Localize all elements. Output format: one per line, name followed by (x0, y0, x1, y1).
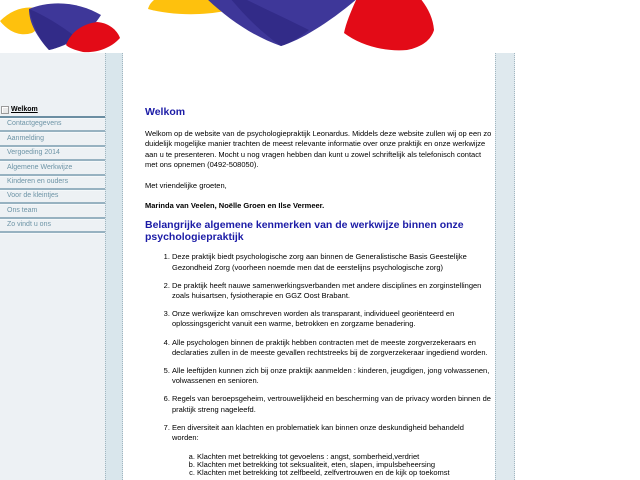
sidebar-menu-item-label: Kinderen en ouders (7, 177, 69, 185)
sidebar-menu-item-label: Contactgegevens (7, 120, 62, 128)
sidebar-menu-item[interactable] (0, 162, 105, 176)
sidebar-menu-item-label: Zo vindt u ons (7, 221, 51, 229)
complaint-subitem: b. Klachten met betrekking tot seksualiteit, eten, slapen, impulsbeheersing (197, 461, 492, 469)
key-point-item (172, 394, 492, 414)
section-heading: Belangrijke algemene kenmerken van de werkwijze binnen onze psychologiepraktijk (145, 219, 464, 243)
key-point-text: Een diversiteit aan klachten en problematiek kan binnen onze deskundigheid behandeld worden: (172, 422, 464, 443)
sidebar-menu-item[interactable] (0, 190, 105, 204)
sidebar-menu-item-label: Voor de kleintjes (7, 192, 59, 200)
key-point-item (172, 423, 492, 477)
sidebar-menu-item-label: Aanmelding (7, 134, 44, 142)
greeting-text: Met vriendelijke groeten, (145, 180, 227, 190)
key-point-text: Deze praktijk biedt psychologische zorg aan binnen de Generalistische Basis Geestelijke Gezondheid Zorg (voorheen noemde men dat de eerstelijns psychologische zorg) (172, 252, 467, 272)
key-point-item (172, 366, 492, 386)
vertical-divider-left (105, 53, 123, 480)
key-point-item (172, 338, 492, 358)
page-icon (1, 106, 9, 114)
sidebar-menu (0, 104, 105, 234)
page-title: Welkom (145, 106, 186, 118)
sidebar-menu-item-label: Welkom (11, 106, 38, 113)
logo-pinwheel-small (0, 3, 120, 52)
sidebar-menu-item[interactable] (0, 147, 105, 161)
key-point-text: Regels van beroepsgeheim, vertrouwelijkheid en bescherming van de privacy worden binnen de praktijk streng nageleefd. (172, 394, 491, 414)
sidebar-menu-item-label: Algemene Werkwijze (7, 163, 73, 171)
complaint-subitem: c. Klachten met betrekking tot zelfbeeld, zelfvertrouwen en de kijk op toekomst (197, 469, 492, 477)
key-point-text: Alle leeftijden kunnen zich bij onze praktijk aanmelden : kinderen, jeugdigen, jong volwassenen, volwassenen en senioren. (172, 366, 490, 386)
key-point-item (172, 309, 492, 329)
logo-pinwheels (0, 0, 440, 53)
logo-pinwheel-large (148, 0, 434, 50)
key-point-text: Onze werkwijze kan omschreven worden als transparant, individueel georiënteerd en oplossingsgericht vanuit een warme, betrokken en zorgzame benadering. (172, 309, 455, 329)
sidebar-menu-item[interactable] (0, 104, 105, 118)
key-point-item (172, 281, 492, 301)
complaint-sublist (172, 453, 492, 476)
sidebar-menu-item-label: Ons team (7, 206, 38, 214)
intro-paragraph: Welkom op de website van de psychologiepraktijk Leonardus. Middels deze website zullen wij op een zo duidelijk mogelijke manier trachten de meest relevante informatie over onze praktijk en onze werkwijze aan u te presenteren. Mocht u nog vragen hebben dan kunt u zowel schriftelijk als telefonisch contact met ons opnemen (0492-508050). (145, 129, 492, 170)
sidebar-menu-item[interactable] (0, 176, 105, 190)
key-points-list (145, 252, 492, 476)
sidebar-menu-item[interactable] (0, 133, 105, 147)
vertical-divider-right (495, 0, 515, 480)
sidebar-menu-item-label: Vergoeding 2014 (7, 149, 60, 157)
key-point-text: De praktijk heeft nauwe samenwerkingsverbanden met andere disciplines en zorginstellingen zoals huisartsen, fysiotherapie en GGZ Oost Brabant. (172, 280, 482, 301)
signature-text: Marinda van Veelen, Noëlle Groen en Ilse Vermeer. (145, 201, 325, 211)
sidebar-menu-item[interactable] (0, 219, 105, 233)
sidebar-menu-item[interactable] (0, 118, 105, 132)
header (0, 0, 640, 53)
key-point-item (172, 252, 492, 272)
sidebar-menu-item[interactable] (0, 205, 105, 219)
complaint-subitem: a. Klachten met betrekking tot gevoelens : angst, somberheid,verdriet (197, 453, 492, 461)
key-point-text: Alle psychologen binnen de praktijk hebben contracten met de meeste zorgverzekeraars en declaraties zullen in de meeste gevallen rechtstreeks bij de zorgverzekeraar ingediend worden. (172, 337, 488, 357)
main-content (145, 103, 492, 480)
